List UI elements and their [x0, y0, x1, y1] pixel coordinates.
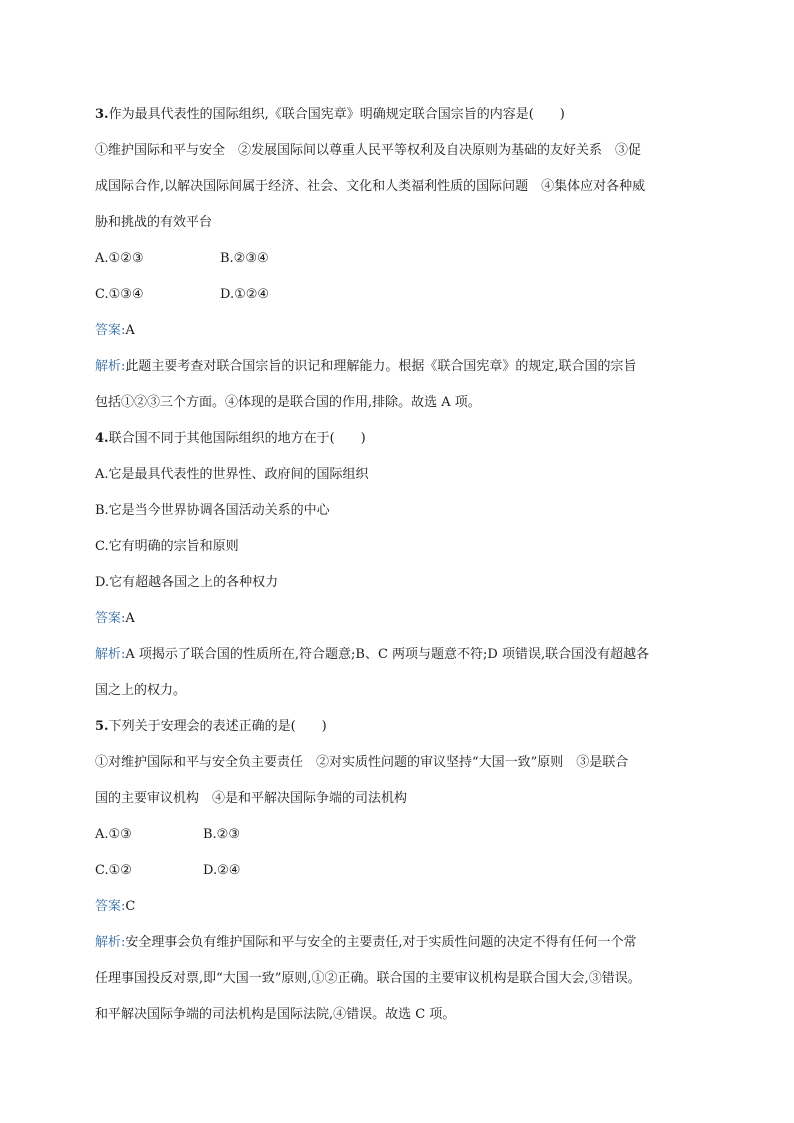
question-5-analysis-line-2: 任理事国投反对票,即“大国一致”原则,①②正确。联合国的主要审议机构是联合国大会,③错误。 [95, 971, 641, 986]
analysis-label: 解析: [95, 359, 126, 374]
question-number: 5. [95, 719, 109, 734]
question-3-stem [95, 106, 565, 124]
question-5-stem [95, 718, 327, 736]
question-4-stem [95, 430, 366, 448]
answer-value: A [125, 611, 135, 626]
question-3-statement-line-2: 成国际合作,以解决国际间属于经济、社会、文化和人类福利性质的国际问题 ④集体应对各种威 [95, 179, 646, 194]
question-5-statement-line-2: 国的主要审议机构 ④是和平解决国际争端的司法机构 [95, 791, 408, 806]
analysis-text: 安全理事会负有维护国际和平与安全的主要责任,对于实质性问题的决定不得有任何一个常 [125, 935, 637, 950]
question-3-option-a: A.①②③ [95, 251, 144, 266]
question-4-option-c: C.它有明确的宗旨和原则 [95, 539, 239, 554]
question-4-option-b: B.它是当今世界协调各国活动关系的中心 [95, 503, 330, 518]
analysis-label: 解析: [95, 647, 126, 662]
question-5-option-a: A.①③ [95, 827, 132, 842]
question-text: 作为最具代表性的国际组织,《联合国宪章》明确规定联合国宗旨的内容是( ) [108, 107, 565, 122]
analysis-text: A 项揭示了联合国的性质所在,符合题意;B、C 两项与题意不符;D 项错误,联合国没有超越各 [125, 647, 650, 662]
answer-label: 答案: [95, 323, 126, 338]
question-3-option-b: B.②③④ [220, 251, 269, 266]
analysis-label: 解析: [95, 935, 126, 950]
question-3-analysis-line-1 [95, 358, 637, 376]
answer-value: C [125, 899, 136, 914]
question-5-answer [95, 898, 135, 916]
question-number: 3. [95, 107, 109, 122]
question-5-option-c: C.①② [95, 863, 132, 878]
answer-value: A [125, 323, 135, 338]
question-4-analysis-line-2: 国之上的权力。 [95, 683, 187, 698]
question-4-answer [95, 610, 135, 628]
analysis-text: 此题主要考查对联合国宗旨的识记和理解能力。根据《联合国宪章》的规定,联合国的宗旨 [125, 359, 637, 374]
question-3-analysis-line-2: 包括①②③三个方面。④体现的是联合国的作用,排除。故选 A 项。 [95, 395, 481, 410]
question-5-option-b: B.②③ [203, 827, 240, 842]
question-3-option-d: D.①②④ [220, 287, 270, 302]
question-5-option-d: D.②④ [203, 863, 241, 878]
question-3-statement-line-1: ①维护国际和平与安全 ②发展国际间以尊重人民平等权利及自决原则为基础的友好关系 ③促 [95, 143, 642, 158]
question-3-option-c: C.①③④ [95, 287, 144, 302]
question-5-analysis-line-3: 和平解决国际争端的司法机构是国际法院,④错误。故选 C 项。 [95, 1007, 456, 1022]
question-4-option-d: D.它有超越各国之上的各种权力 [95, 575, 279, 590]
question-text: 联合国不同于其他国际组织的地方在于( ) [108, 431, 366, 446]
question-4-analysis-line-1 [95, 646, 649, 664]
question-number: 4. [95, 431, 109, 446]
answer-label: 答案: [95, 899, 126, 914]
question-text: 下列关于安理会的表述正确的是( ) [108, 719, 327, 734]
question-5-analysis-line-1 [95, 934, 637, 952]
question-5-statement-line-1: ①对维护国际和平与安全负主要责任 ②对实质性问题的审议坚持“大国一致”原则 ③是联合 [95, 755, 629, 770]
question-4-option-a: A.它是最具代表性的世界性、政府间的国际组织 [95, 467, 369, 482]
answer-label: 答案: [95, 611, 126, 626]
question-3-answer [95, 322, 135, 340]
question-3-statement-line-3: 胁和挑战的有效平台 [95, 215, 213, 230]
